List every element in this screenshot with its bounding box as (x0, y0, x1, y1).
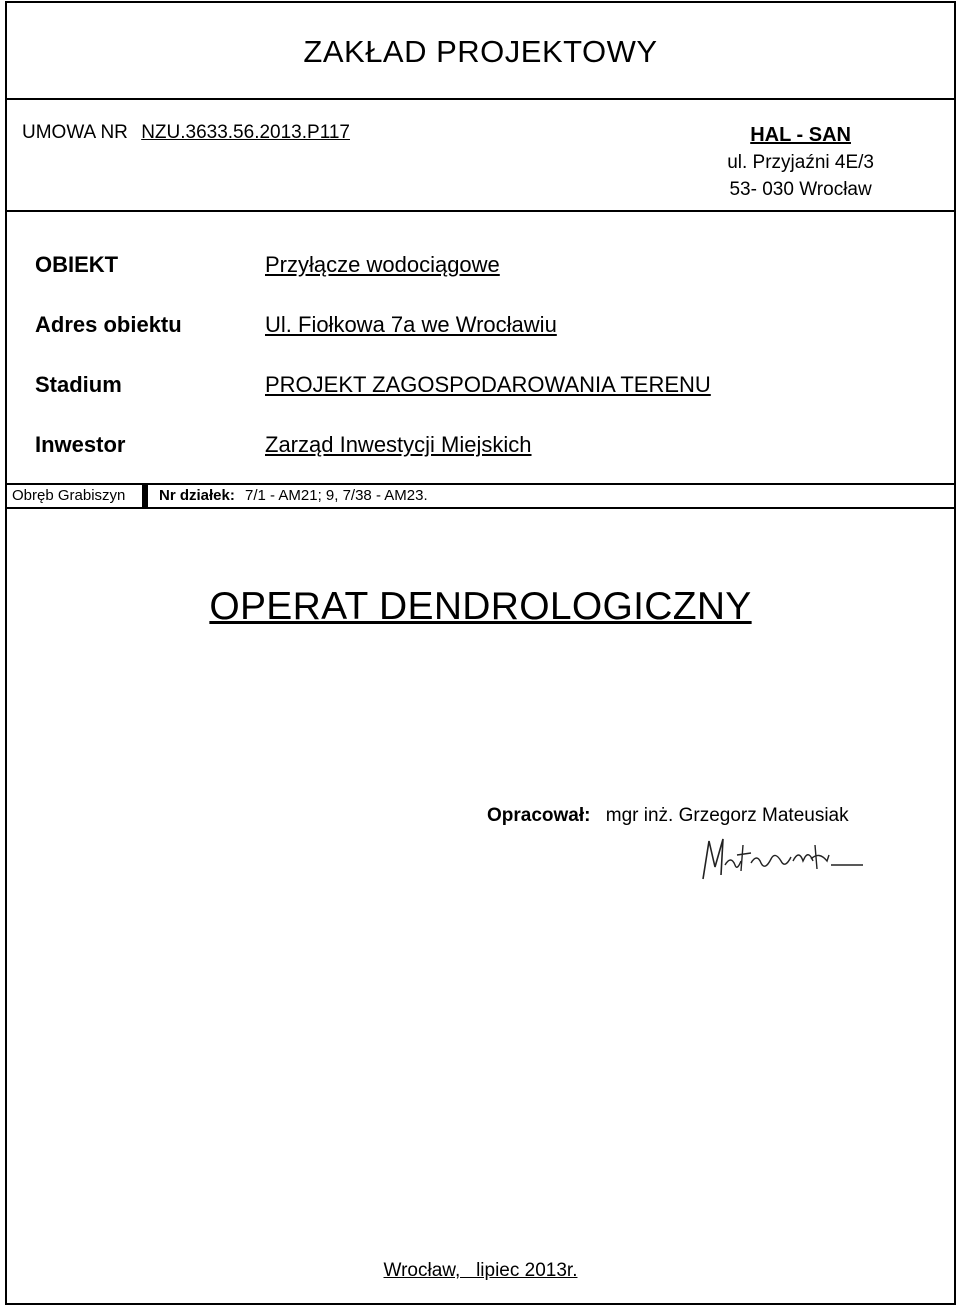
adres-label: Adres obiektu (35, 312, 182, 337)
company-address (727, 122, 874, 203)
document-title: OPERAT DENDROLOGICZNY (209, 585, 752, 628)
contract-block (7, 100, 954, 212)
contract-line (22, 122, 350, 144)
plot-numbers-label: Nr działek: (159, 487, 235, 504)
stadium-value: PROJEKT ZAGOSPODAROWANIA TERENU (265, 372, 711, 397)
adres-value: Ul. Fiołkowa 7a we Wrocławiu (265, 312, 557, 337)
stadium-label: Stadium (35, 372, 122, 397)
header-box (7, 3, 954, 100)
obreb-cell: Obręb Grabiszyn (7, 485, 148, 507)
document-frame (5, 1, 956, 1305)
author-label: Opracował: (487, 805, 591, 826)
plot-row (7, 483, 954, 509)
company-city: 53- 030 Wrocław (729, 179, 872, 200)
company-street: ul. Przyjaźni 4E/3 (727, 152, 874, 173)
footer-text: Wrocław, lipiec 2013r. (383, 1260, 578, 1281)
obiekt-value: Przyłącze wodociągowe (265, 252, 500, 277)
company-name: HAL - SAN (750, 124, 851, 146)
plot-numbers-value: 7/1 - AM21; 9, 7/38 - AM23. (245, 487, 428, 504)
contract-number: NZU.3633.56.2013.P117 (141, 122, 350, 143)
author-name: mgr inż. Grzegorz Mateusiak (605, 805, 849, 826)
footer-place-date (7, 1260, 954, 1282)
obiekt-label: OBIEKT (35, 252, 119, 277)
contract-label: UMOWA NR (22, 122, 128, 143)
details-section (7, 212, 954, 484)
author-line (487, 805, 849, 827)
signature-image (695, 831, 865, 886)
plot-numbers (159, 485, 428, 507)
inwestor-label: Inwestor (35, 432, 126, 457)
inwestor-value: Zarząd Inwestycji Miejskich (265, 432, 532, 457)
header-title: ZAKŁAD PROJEKTOWY (303, 33, 658, 69)
